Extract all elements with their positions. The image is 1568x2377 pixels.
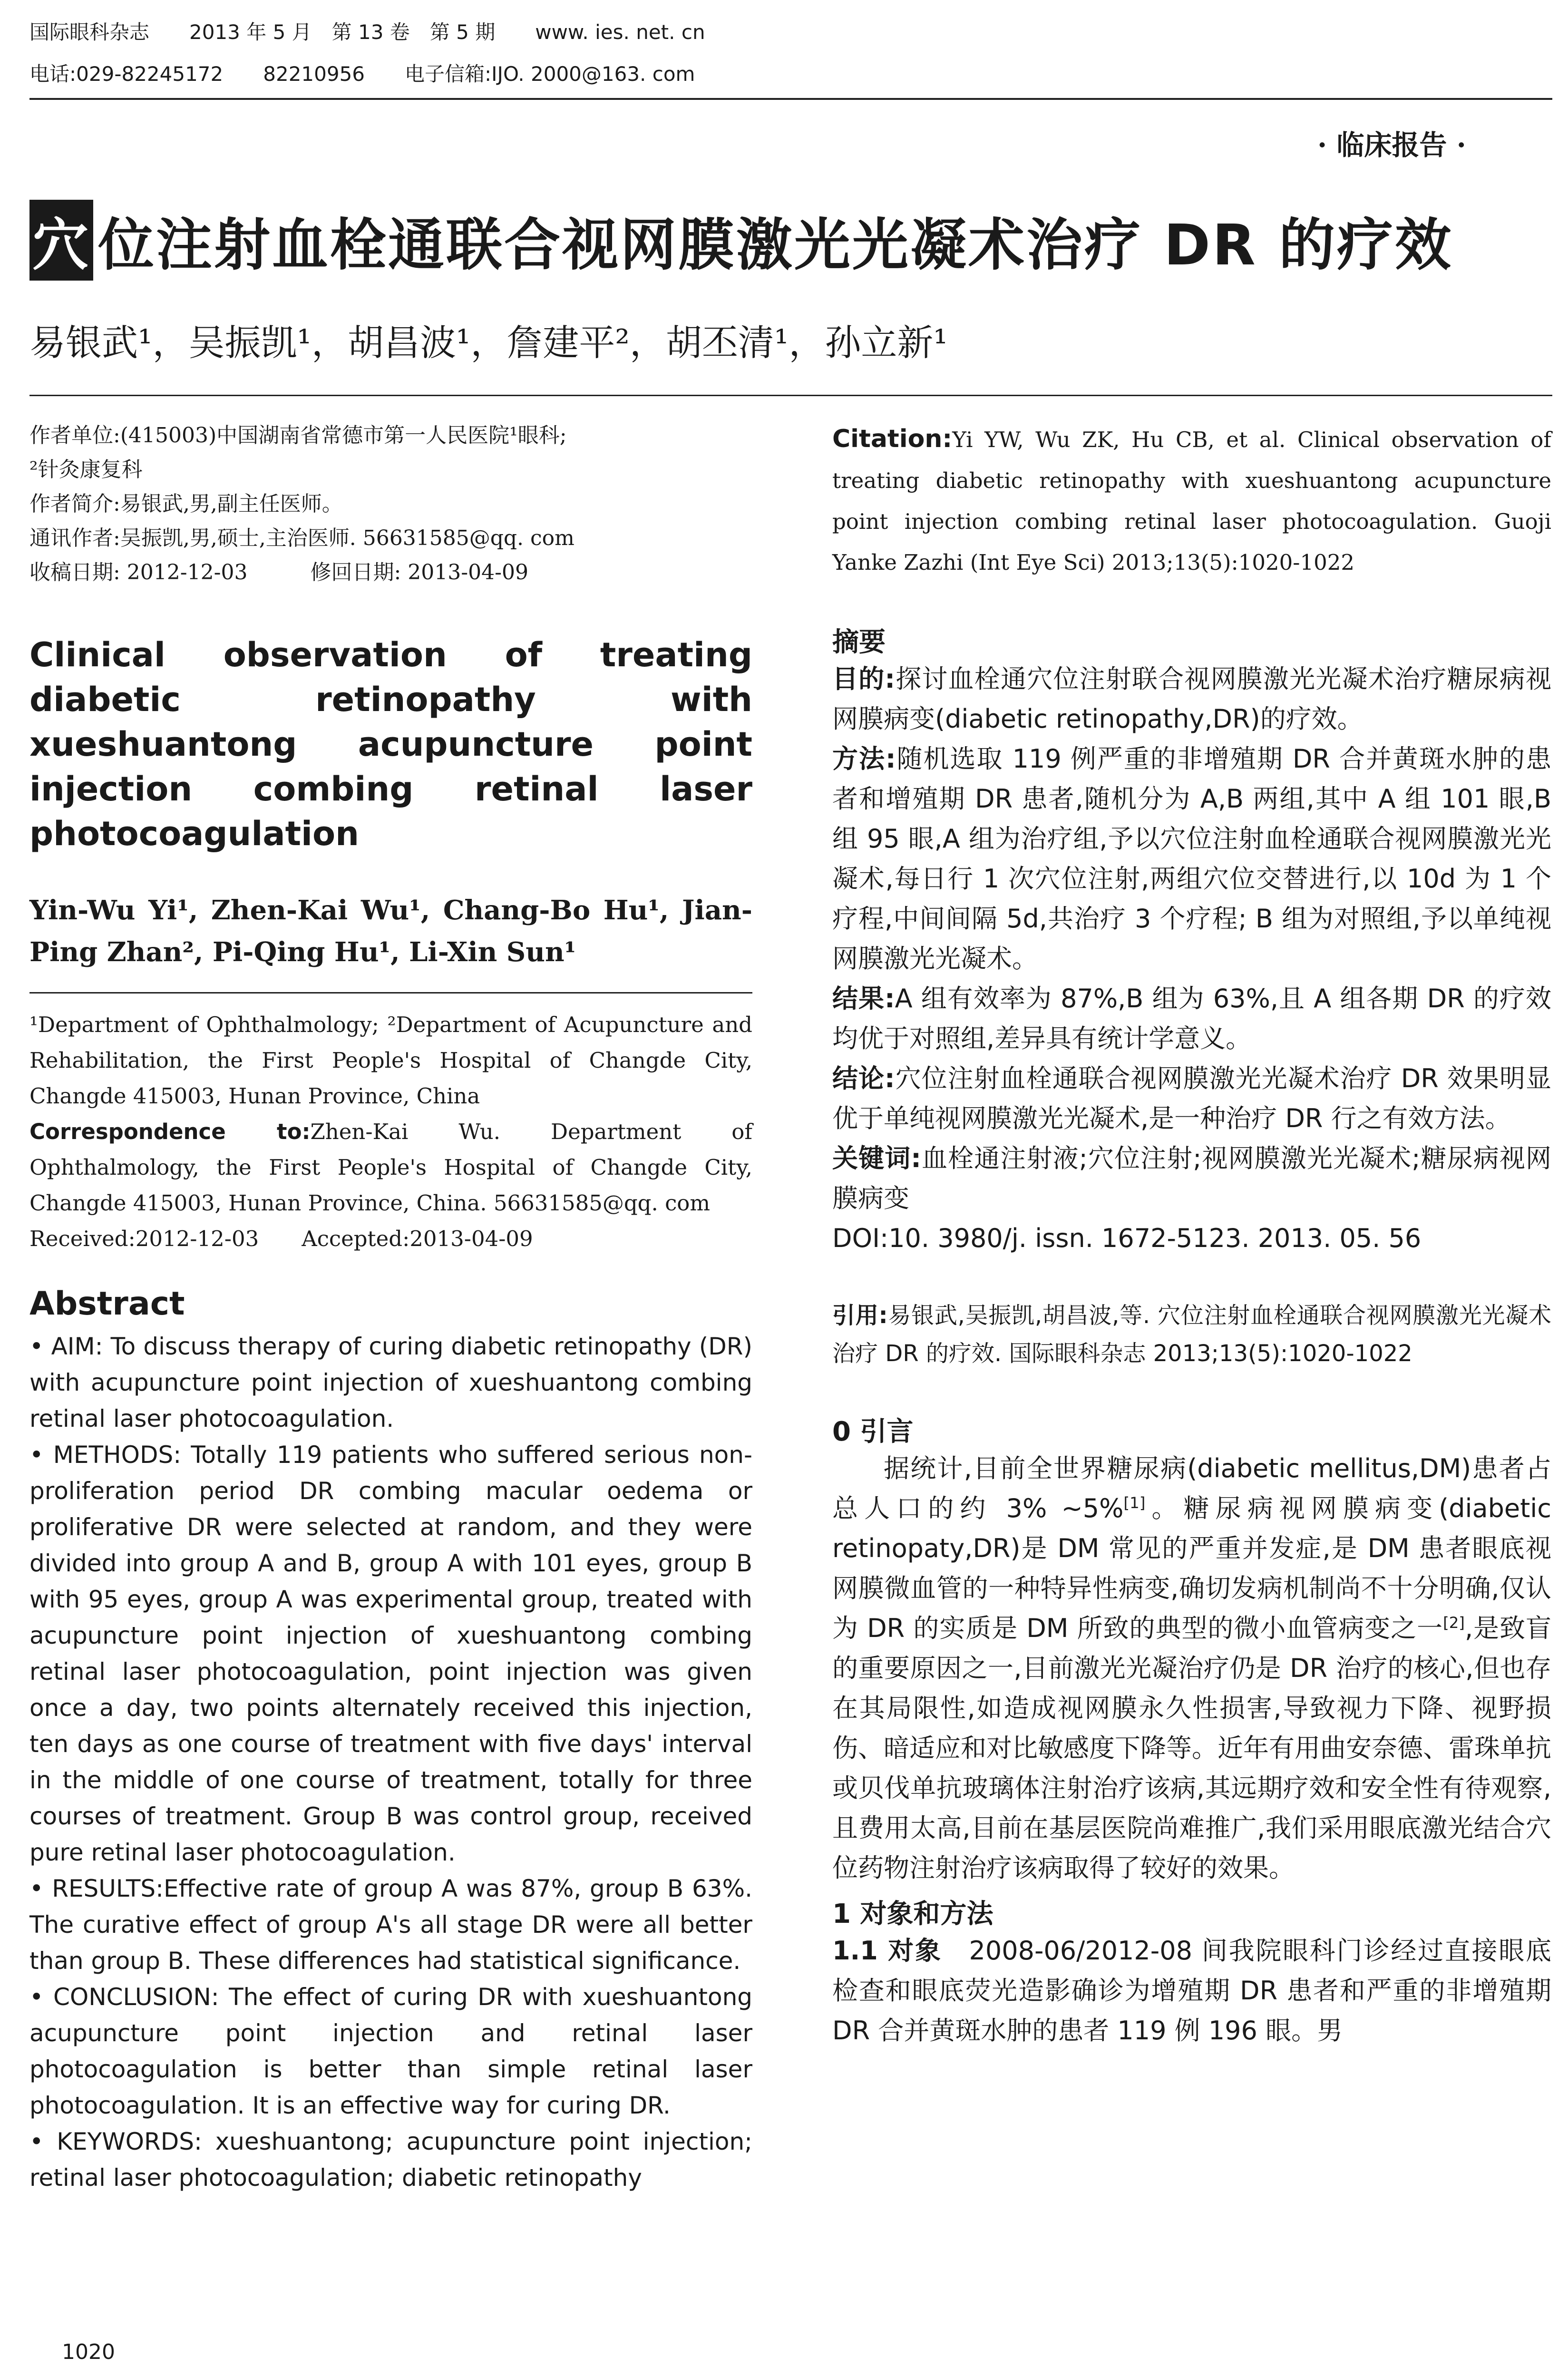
meta-unit: 作者单位:(415003)中国湖南省常德市第一人民医院¹眼科; bbox=[29, 423, 567, 448]
zh-conclusion-text: 穴位注射血栓通联合视网膜激光光凝术治疗 DR 效果明显优于单纯视网膜激光光凝术,是一种治疗 DR 行之有效方法。 bbox=[832, 1063, 1551, 1133]
zh-keywords-label: 关键词: bbox=[832, 1143, 921, 1173]
english-authors: Yin-Wu Yi¹, Zhen-Kai Wu¹, Chang-Bo Hu¹, Jian-Ping Zhan², Pi-Qing Hu¹, Li-Xin Sun¹ bbox=[29, 895, 752, 968]
zh-results-text: A 组有效率为 87%,B 组为 63%,且 A 组各期 DR 的疗效均优于对照组,差异具有统计学意义。 bbox=[832, 984, 1551, 1053]
methods-subject-label: 1.1 对象 bbox=[832, 1936, 942, 1966]
authors-cn: 易银武¹，吴振凯¹，胡昌波¹，詹建平²，胡丕清¹，孙立新¹ bbox=[29, 321, 948, 364]
methods-subject bbox=[832, 1931, 1551, 2051]
meta-bio: 作者简介:易银武,男,副主任医师。 bbox=[29, 492, 343, 516]
meta-corr: 通讯作者:吴振凯,男,硕士,主治医师. 56631585@qq. com bbox=[29, 526, 575, 550]
doi: DOI:10. 3980/j. issn. 1672-5123. 2013. 05. 56 bbox=[832, 1223, 1422, 1253]
citation-text: Yi YW, Wu ZK, Hu CB, et al. Clinical observation of treating diabetic retinopathy with xueshuantong acupuncture point injection combing retinal laser photocoagulation. Guoji Yanke Zazhi (Int Eye Sci) 2013;13(5):1020-1022 bbox=[832, 427, 1551, 575]
intro-text-c: ,是致盲的重要原因之一,目前激光光凝治疗仍是 DR 治疗的核心,但也存在其局限性,如造成视网膜永久性损害,导致视力下降、视野损伤、暗适应和对比敏感度下降等。近年有用曲安奈德、雷珠单抗或贝伐单抗玻璃体注射治疗该病,其远期疗效和安全性有待观察,且费用太高,目前在基层医院尚难推广,我们采用眼底激光结合穴位药物注射治疗该病取得了较好的效果。 bbox=[832, 1613, 1552, 1883]
meta-unit2: ²针灸康复科 bbox=[29, 458, 143, 482]
cite-zh bbox=[832, 1296, 1551, 1373]
zh-conclusion-label: 结论: bbox=[832, 1063, 895, 1093]
zh-results bbox=[832, 979, 1551, 1059]
title-rest: 位注射血栓通联合视网膜激光光凝术治疗 DR 的疗效 bbox=[98, 212, 1453, 278]
correspondence bbox=[29, 1114, 752, 1221]
methods-subject-text: 2008-06/2012-08 间我院眼科门诊经过直接眼底检查和眼底荧光造影确诊为增殖期 DR 患者和严重的非增殖期 DR 合并黄斑水肿的患者 119 例 196 眼。男 bbox=[832, 1936, 1552, 2046]
abstract-methods: • METHODS: Totally 119 patients who suffered serious non-proliferation period DR combing macular oedema or proliferative DR were selected at random, and they were divided into group A and B, group A with 101 eyes, group B with 95 eyes, group A was experimental group, treated with acupuncture point injection of xueshuantong combing retinal laser photocoagulation, point injection was given once a day, two points alternately received this injection, ten days as one course of treatment with five days' interval in the middle of one course of treatment, totally for three courses of treatment. Group B was control group, received pure retinal laser photocoagulation. bbox=[29, 1441, 752, 1866]
abstract-keywords: • KEYWORDS: xueshuantong; acupuncture point injection; retinal laser photocoagulation; diabetic retinopathy bbox=[29, 2128, 752, 2192]
zh-results-label: 结果: bbox=[832, 984, 895, 1013]
left-column bbox=[29, 419, 752, 2196]
english-title: Clinical observation of treating diabetic retinopathy with xueshuantong acupuncture point injection combing retinal laser photocoagulation bbox=[29, 635, 752, 853]
zh-conclusion bbox=[832, 1059, 1551, 1139]
zh-keywords-text: 血栓通注射液;穴位注射;视网膜激光光凝术;糖尿病视网膜病变 bbox=[832, 1143, 1551, 1213]
page-number: 1020 bbox=[62, 2340, 115, 2364]
ref-2: [2] bbox=[1443, 1614, 1465, 1632]
zh-abstract-heading: 摘要 bbox=[832, 627, 886, 658]
page-title bbox=[29, 200, 1453, 281]
title-first-char: 穴 bbox=[29, 200, 93, 281]
cite-zh-label: 引用: bbox=[832, 1302, 888, 1329]
zh-keywords bbox=[832, 1139, 1551, 1218]
received-accepted: Received:2012-12-03 Accepted:2013-04-09 bbox=[29, 1226, 533, 1251]
abstract-conclusion: • CONCLUSION: The effect of curing DR with xueshuantong acupuncture point injection and retinal laser photocoagulation is better than simple retinal laser photocoagulation. It is an effective way for curing DR. bbox=[29, 1983, 752, 2119]
meta-dates: 收稿日期: 2012-12-03 修回日期: 2013-04-09 bbox=[29, 560, 528, 585]
citation-label: Citation: bbox=[832, 425, 953, 453]
citation bbox=[832, 419, 1551, 583]
affiliation-rule bbox=[29, 992, 752, 994]
intro-text-b: 。糖尿病视网膜病变(diabetic retinopaty,DR)是 DM 常见的严重并发症,是 DM 患者眼底视网膜微血管的一种特异性病变,确切发病机制尚不十分明确,仅认为 DR 的实质是 DM 所致的典型的微小血管病变之一 bbox=[832, 1493, 1551, 1643]
journal-header-line1: 国际眼科杂志 2013 年 5 月 第 13 卷 第 5 期 www. ies. net. cn bbox=[29, 20, 705, 44]
cite-zh-text: 易银武,吴振凯,胡昌波,等. 穴位注射血栓通联合视网膜激光光凝术治疗 DR 的疗效. 国际眼科杂志 2013;13(5):1020-1022 bbox=[832, 1302, 1551, 1367]
abstract-aim: • AIM: To discuss therapy of curing diabetic retinopathy (DR) with acupuncture point injection of xueshuantong combing retinal laser photocoagulation. bbox=[29, 1333, 752, 1432]
title-rule bbox=[29, 395, 1552, 396]
methods-heading: 1 对象和方法 bbox=[832, 1899, 993, 1929]
affiliation: ¹Department of Ophthalmology; ²Department of Acupuncture and Rehabilitation, the First People's Hospital of Changde City, Changde 415003, Hunan Province, China bbox=[29, 1012, 752, 1109]
zh-aim-text: 探讨血栓通穴位注射联合视网膜激光光凝术治疗糖尿病视网膜病变(diabetic retinopathy,DR)的疗效。 bbox=[832, 664, 1551, 734]
right-column bbox=[832, 419, 1551, 2051]
intro-heading: 0 引言 bbox=[832, 1416, 914, 1447]
intro-paragraph bbox=[832, 1449, 1551, 1888]
zh-methods bbox=[832, 739, 1551, 979]
zh-aim-label: 目的: bbox=[832, 664, 895, 694]
journal-header-line2: 电话:029-82245172 82210956 电子信箱:IJO. 2000@163. com bbox=[29, 62, 695, 86]
zh-methods-text: 随机选取 119 例严重的非增殖期 DR 合并黄斑水肿的患者和增殖期 DR 患者,随机分为 A,B 两组,其中 A 组 101 眼,B 组 95 眼,A 组为治疗组,予以穴位注射血栓通联合视网膜激光光凝术,每日行 1 次穴位注射,两组穴位交替进行,以 10d 为 1 个疗程,中间间隔 5d,共治疗 3 个疗程; B 组为对照组,予以单纯视网膜激光光凝术。 bbox=[832, 744, 1551, 974]
correspondence-text: Zhen-Kai Wu. Department of Ophthalmology, the First People's Hospital of Changde City, Changde 415003, Hunan Province, China. 56631585@qq. com bbox=[29, 1119, 752, 1216]
zh-methods-label: 方法: bbox=[832, 744, 896, 774]
abstract-heading: Abstract bbox=[29, 1285, 185, 1323]
zh-aim bbox=[832, 659, 1551, 739]
ref-1: [1] bbox=[1123, 1494, 1146, 1512]
header-rule bbox=[29, 98, 1552, 100]
section-tag: · 临床报告 · bbox=[1317, 129, 1466, 161]
correspondence-label: Correspondence to: bbox=[29, 1119, 311, 1144]
abstract-results: • RESULTS:Effective rate of group A was 87%, group B 63%. The curative effect of group A's all stage DR were all better than group B. These differences had statistical significance. bbox=[29, 1875, 752, 1975]
intro-text-a: 据统计,目前全世界糖尿病(diabetic mellitus,DM)患者占总人口的约 3% ~5% bbox=[832, 1453, 1551, 1523]
